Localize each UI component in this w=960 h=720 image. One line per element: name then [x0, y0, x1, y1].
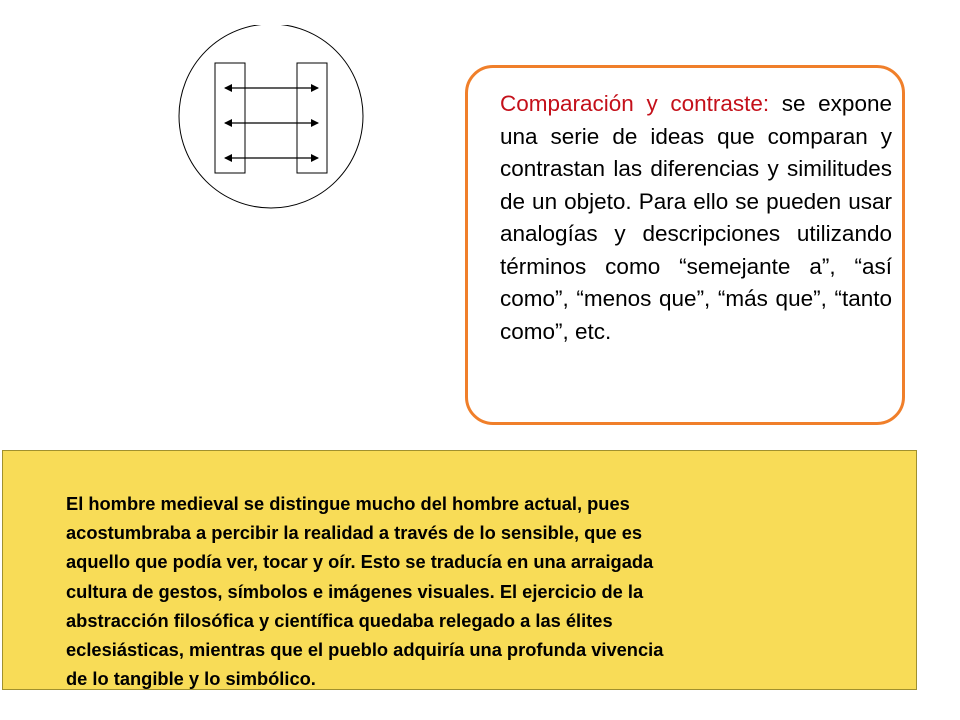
definition-body: se expone una serie de ideas que comparan y contrastan las diferencias y similitudes de un objeto. Para ello se pueden usar analogías y descripciones utilizando términos como “semejante a”, “así como”, “menos que”, “más que”, “tanto como”, etc. [500, 91, 892, 344]
comparison-icon [175, 25, 370, 210]
definition-heading: Comparación y contraste: [500, 91, 770, 116]
right-column [297, 63, 327, 173]
definition-callout [465, 65, 905, 425]
definition-text [500, 88, 892, 348]
example-text: El hombre medieval se distingue mucho del hombre actual, pues acostumbraba a percibir la realidad a través de lo sensible, que es aquello que podía ver, tocar y oír. Esto se traducía en una arraigada cultura de gestos, símbolos e imágenes visuales. El ejercicio de la abstracción filosófica y científica quedaba relegado a las élites eclesiásticas, mientras que el pueblo adquiría una profunda vivencia de lo tangible y lo simbólico. [66, 493, 664, 690]
example-box [2, 450, 917, 690]
left-column [215, 63, 245, 173]
diagram-circle [179, 25, 363, 208]
